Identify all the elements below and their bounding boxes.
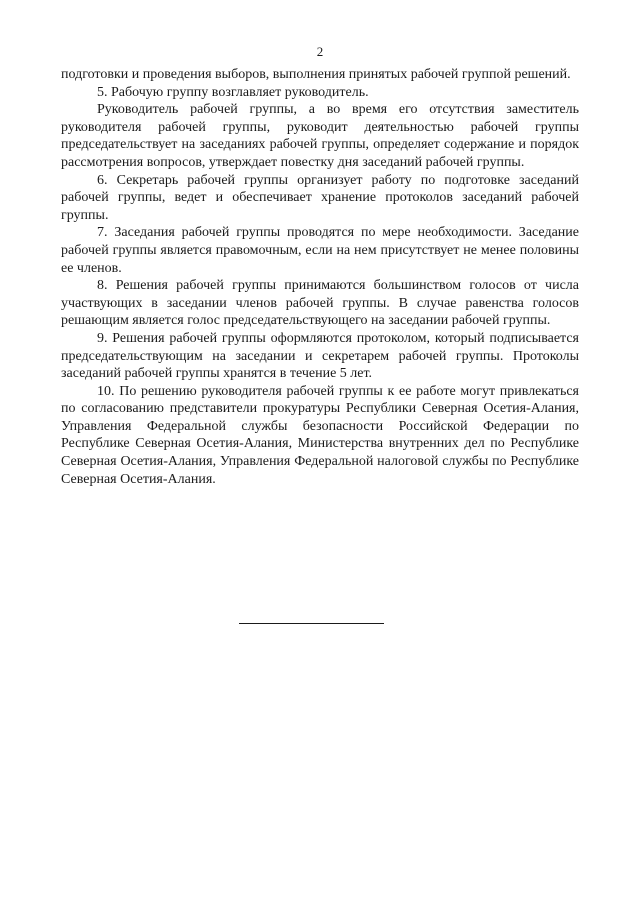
document-body (61, 66, 579, 488)
paragraph-item-7: 7. Заседания рабочей группы проводятся по мере необходимости. Заседание рабочей группы является правомочным, если на нем присутствует не менее половины ее членов. (61, 225, 579, 276)
end-separator-line (239, 623, 384, 624)
paragraph-item-10: 10. По решению руководителя рабочей группы к ее работе могут привлекаться по согласованию представители прокуратуры Республики Северная Осетия-Алания, Управления Федеральной службы безопасности Российской Федерации по Республике Северная Осетия-Алания, Министерства внутренних дел по Республике Северная Осетия-Алания, Управления Федеральной налоговой службы по Республике Северная Осетия-Алания. (61, 383, 579, 487)
page-number: 2 (316, 44, 324, 59)
paragraph-item-5: 5. Рабочую группу возглавляет руководитель. (97, 84, 369, 100)
paragraph-item-9: 9. Решения рабочей группы оформляются протоколом, который подписывается председательствующим на заседании и секретарем рабочей группы. Протоколы заседаний рабочей группы хранятся в течение 5 лет. (61, 330, 579, 382)
paragraph-item-8: 8. Решения рабочей группы принимаются большинством голосов от числа участвующих в заседании членов рабочей группы. В случае равенства голосов решающим является голос председательствующего на заседании рабочей группы. (61, 278, 579, 329)
paragraph-continuation: подготовки и проведения выборов, выполнения принятых рабочей группой решений. (61, 67, 571, 82)
paragraph-item-6: 6. Секретарь рабочей группы организует работу по подготовке заседаний рабочей группы, ведет и обеспечивает хранение протоколов заседаний рабочей группы. (61, 172, 579, 223)
paragraph-item-5-detail: Руководитель рабочей группы, а во время его отсутствия заместитель руководителя рабочей группы, руководит деятельностью рабочей группы председательствует на заседаниях рабочей группы, определяет содержание и порядок рассмотрения вопросов, утверждает повестку дня заседаний рабочей группы. (61, 102, 579, 170)
